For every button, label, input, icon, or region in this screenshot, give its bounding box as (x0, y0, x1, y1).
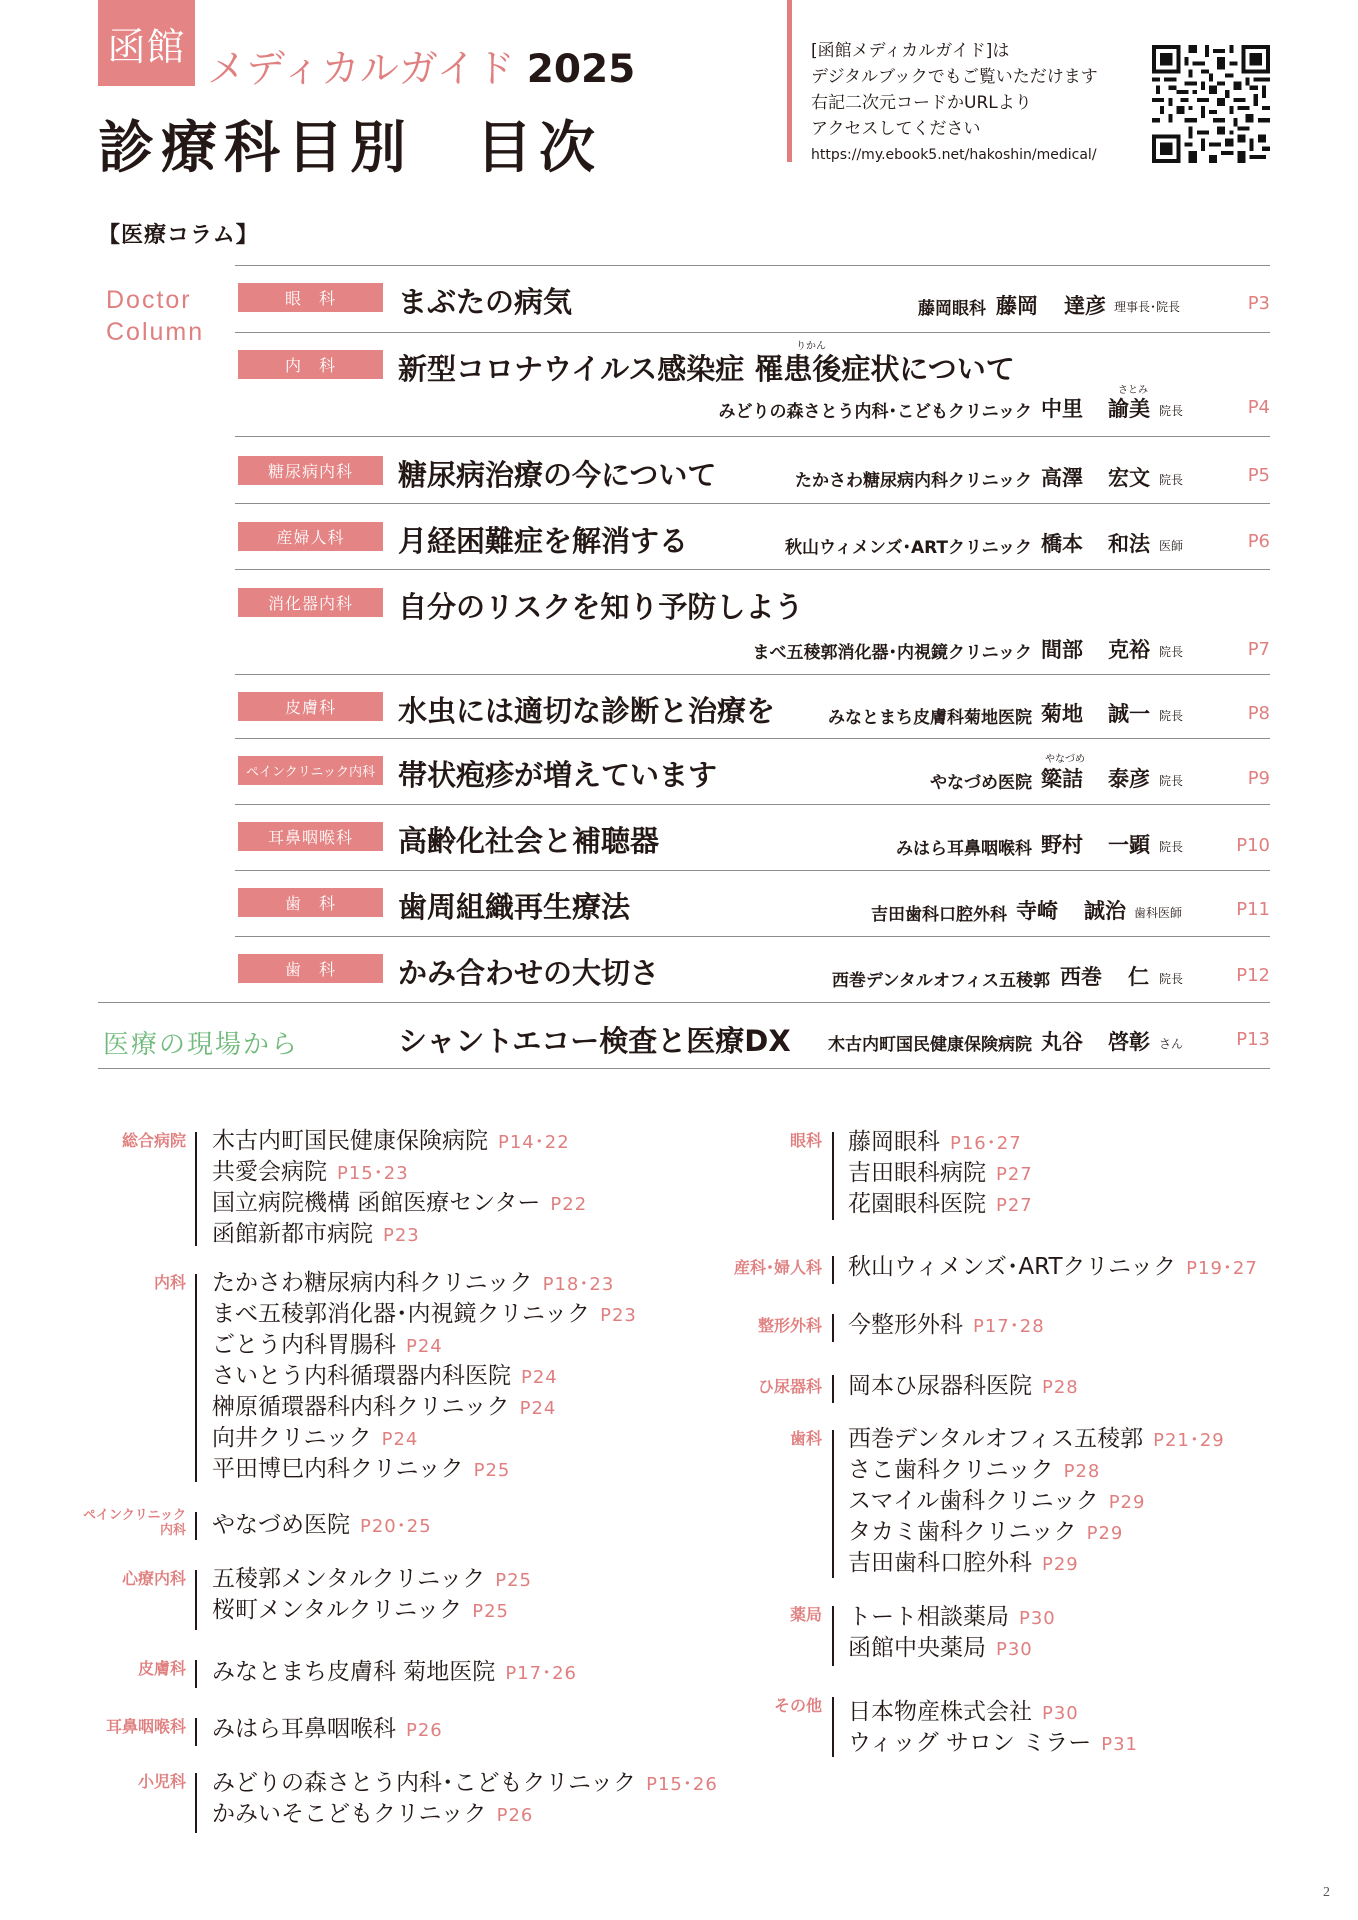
page-number: P12 (1236, 965, 1270, 986)
index-entry[interactable] (212, 1188, 587, 1220)
index-entry-name: 木古内町国民健康保険病院 (212, 1128, 488, 1154)
page-number: P9 (1247, 768, 1270, 789)
doctor-family-name: 橋本 (1041, 532, 1083, 556)
notice-line: [函館メディカルガイド]は (811, 41, 1010, 61)
doctor-given-name: 仁 (1128, 965, 1149, 989)
index-entry[interactable] (212, 1330, 443, 1362)
index-entry-pages: P25 (473, 1460, 511, 1481)
index-entry[interactable] (212, 1510, 432, 1542)
doctor-family-name: 寺崎 (1016, 899, 1058, 923)
index-entry[interactable] (848, 1633, 1033, 1665)
column-tag: 糖尿病内科 (238, 456, 383, 485)
doctor-role: 理事長･院長 (1114, 300, 1181, 314)
doctor-given-name: 誠治 (1084, 899, 1126, 923)
doctor-column-line: Doctor (106, 286, 192, 314)
index-entry-pages: P24 (519, 1398, 557, 1419)
page-number: P10 (1236, 835, 1270, 856)
index-bar (195, 1718, 197, 1746)
index-category: 産科･婦人科 (733, 1258, 822, 1277)
index-entry[interactable] (848, 1486, 1145, 1518)
index-entry-name: かみいそこどもクリニック (212, 1801, 487, 1827)
notice-line: アクセスしてください (811, 119, 981, 139)
doctor-family-name: 西巻 (1060, 965, 1102, 989)
brand-year: 2025 (526, 47, 636, 92)
index-bar (832, 1314, 834, 1342)
index-entry[interactable] (212, 1361, 558, 1393)
index-entry[interactable] (848, 1697, 1079, 1729)
brand-title (207, 38, 635, 94)
index-bar (832, 1256, 834, 1284)
doctor-family-name: 丸谷 (1041, 1030, 1083, 1054)
title-ruby: りかん (796, 341, 826, 352)
genba-label: 医療の現場から (103, 1030, 300, 1060)
index-entry[interactable] (848, 1371, 1079, 1403)
doctor-given-name: 誠一 (1108, 702, 1150, 726)
genba-title[interactable]: シャントエコー検査と医療DX (398, 1024, 791, 1058)
index-bar (832, 1697, 834, 1757)
column-title[interactable]: まぶたの病気 (398, 285, 573, 319)
index-entry-pages: P26 (496, 1805, 534, 1826)
index-bar (195, 1773, 197, 1833)
index-entry-name: 共愛会病院 (212, 1159, 327, 1185)
index-entry[interactable] (212, 1454, 510, 1486)
index-bar (832, 1375, 834, 1403)
divider (235, 265, 1270, 266)
column-institution: 西巻デンタルオフィス五稜郭 (831, 971, 1050, 991)
index-entry[interactable] (212, 1423, 418, 1455)
index-category (83, 1508, 186, 1538)
index-entry[interactable] (212, 1392, 556, 1424)
index-bar (195, 1512, 197, 1540)
column-title[interactable]: 水虫には適切な診断と治療を (398, 694, 776, 728)
divider (235, 569, 1270, 570)
qr-code-icon[interactable] (1152, 45, 1270, 163)
column-tag: 眼 科 (238, 283, 383, 312)
index-bar (195, 1274, 197, 1482)
divider (235, 332, 1270, 333)
doctor-family-name: 中里 (1041, 397, 1083, 421)
doctor-role: 院長 (1159, 774, 1184, 788)
index-entry-name: 向井クリニック (212, 1425, 372, 1451)
brand-name: メディカルガイド (207, 47, 515, 92)
index-entry[interactable] (848, 1158, 1033, 1190)
index-entry[interactable] (212, 1157, 409, 1189)
column-tag: 耳鼻咽喉科 (238, 822, 383, 851)
index-entry-name: 藤岡眼科 (848, 1129, 940, 1155)
doctor-family-name: 簗詰 (1041, 767, 1083, 791)
column-institution: みどりの森さとう内科･こどもクリニック (718, 402, 1032, 422)
index-entry[interactable] (212, 1768, 718, 1800)
page-folio: 2 (1323, 1885, 1330, 1900)
index-bar (832, 1430, 834, 1578)
column-institution: たかさわ糖尿病内科クリニック (795, 471, 1032, 491)
doctor-role: 院長 (1159, 840, 1184, 854)
index-entry[interactable] (848, 1602, 1056, 1634)
index-entry-pages: P28 (1042, 1377, 1079, 1398)
doctor-name-ruby: さとみ (1118, 385, 1148, 396)
index-entry-name: 花園眼科医院 (848, 1191, 986, 1217)
column-title[interactable]: かみ合わせの大切さ (398, 956, 660, 990)
index-entry-name: 秋山ウィメンズ･ARTクリニック (848, 1254, 1177, 1280)
doctor-given-name: 諭美 (1108, 397, 1150, 421)
index-category: 総合病院 (121, 1131, 186, 1150)
doctor-role: 院長 (1159, 473, 1184, 487)
index-entry-pages: P30 (1019, 1608, 1056, 1629)
column-tag: ペインクリニック内科 (238, 756, 383, 785)
index-entry-pages: P29 (1086, 1523, 1124, 1544)
index-entry[interactable] (848, 1728, 1138, 1760)
page-number: P11 (1236, 899, 1270, 920)
index-entry-pages: P28 (1063, 1461, 1101, 1482)
divider (235, 674, 1270, 675)
column-title[interactable]: 自分のリスクを知り予防しよう (398, 590, 804, 624)
doctor-role: 院長 (1159, 709, 1184, 723)
index-entry-name: 函館新都市病院 (212, 1221, 373, 1247)
doctor-given-name: 一顕 (1108, 833, 1150, 857)
column-title[interactable]: 歯周組織再生療法 (398, 890, 631, 924)
index-entry-name: 岡本ひ尿器科医院 (848, 1373, 1032, 1399)
index-entry-pages: P29 (1108, 1492, 1146, 1513)
index-category: その他 (773, 1696, 822, 1715)
index-entry-pages: P30 (996, 1639, 1033, 1660)
doctor-given-name: 泰彦 (1108, 767, 1150, 791)
index-entry-name: 平田博巳内科クリニック (212, 1456, 464, 1482)
index-entry[interactable] (212, 1595, 509, 1627)
index-entry[interactable] (848, 1455, 1100, 1487)
index-bar (195, 1132, 197, 1246)
doctor-family-name: 藤岡 (996, 294, 1038, 318)
doctor-role: 医師 (1159, 539, 1184, 553)
index-entry-pages: P24 (406, 1336, 443, 1357)
index-entry-name: 榊原循環器科内科クリニック (212, 1394, 510, 1420)
index-category: 眼科 (789, 1131, 822, 1150)
index-entry[interactable] (212, 1299, 637, 1331)
index-entry-pages: P14･22 (498, 1132, 570, 1153)
notice-line: 右記二次元コードかURLより (811, 93, 1032, 113)
column-institution: 吉田歯科口腔外科 (871, 905, 1007, 925)
ebook-url-link[interactable]: https://my.ebook5.net/hakoshin/medical/ (811, 147, 1097, 163)
logo-box: 函館 (98, 0, 195, 86)
index-entry-pages: P15･26 (646, 1774, 718, 1795)
doctor-role: 院長 (1159, 645, 1184, 659)
page-number: P3 (1247, 293, 1270, 314)
index-entry-pages: P23 (600, 1305, 637, 1326)
index-category-line: ペインクリニック (83, 1508, 186, 1523)
index-bar (195, 1660, 197, 1688)
index-entry-name: 桜町メンタルクリニック (212, 1597, 463, 1623)
index-entry[interactable] (848, 1310, 1045, 1342)
index-entry-pages: P27 (996, 1195, 1033, 1216)
divider (235, 436, 1270, 437)
page-title: 診療科目別 目次 (98, 116, 602, 181)
index-entry-pages: P24 (381, 1429, 419, 1450)
genba-institution: 木古内町国民健康保険病院 (828, 1035, 1032, 1055)
header-divider (787, 0, 792, 162)
index-entry-name: 吉田歯科口腔外科 (848, 1550, 1032, 1576)
index-entry[interactable] (848, 1252, 1258, 1284)
index-entry-pages: P23 (383, 1225, 420, 1246)
index-entry[interactable] (212, 1219, 420, 1251)
doctor-family-name: 高澤 (1041, 466, 1083, 490)
index-entry-name: 西巻デンタルオフィス五稜郭 (848, 1426, 1144, 1452)
index-entry-pages: P26 (406, 1720, 443, 1741)
index-entry-pages: P15･23 (337, 1163, 409, 1184)
index-category: 心療内科 (121, 1569, 186, 1588)
index-entry-pages: P17･28 (973, 1316, 1045, 1337)
doctor-role: 院長 (1159, 972, 1184, 986)
index-entry-name: スマイル歯科クリニック (848, 1488, 1099, 1514)
column-section-heading: 【医療コラム】 (98, 223, 259, 248)
column-tag: 産婦人科 (238, 522, 383, 551)
index-entry-pages: P16･27 (950, 1133, 1022, 1154)
doctor-given-name: 和法 (1108, 532, 1150, 556)
doctor-given-name: 宏文 (1108, 466, 1150, 490)
index-category: 整形外科 (757, 1316, 822, 1335)
index-entry-name: トート相談薬局 (848, 1604, 1009, 1630)
index-entry-pages: P20･25 (360, 1516, 432, 1537)
column-tag: 皮膚科 (238, 692, 383, 721)
index-entry[interactable] (848, 1424, 1225, 1456)
doctor-family-name: 菊地 (1041, 702, 1083, 726)
doctor-given-name: 克裕 (1108, 638, 1150, 662)
index-category: 歯科 (789, 1429, 822, 1448)
index-entry[interactable] (212, 1657, 577, 1689)
index-entry-name: たかさわ糖尿病内科クリニック (212, 1270, 533, 1296)
doctor-given-name: 達彦 (1064, 294, 1106, 318)
index-entry-pages: P30 (1042, 1703, 1079, 1724)
index-entry-pages: P24 (521, 1367, 558, 1388)
index-entry-name: やなづめ医院 (212, 1512, 350, 1538)
index-entry-name: 吉田眼科病院 (848, 1160, 986, 1186)
column-institution: 秋山ウィメンズ･ARTクリニック (784, 538, 1032, 558)
divider (235, 738, 1270, 739)
index-entry-name: 今整形外科 (848, 1312, 963, 1338)
index-entry-name: 日本物産株式会社 (848, 1699, 1032, 1725)
index-entry[interactable] (848, 1127, 1022, 1159)
index-category: 皮膚科 (137, 1659, 186, 1678)
column-title[interactable]: 月経困難症を解消する (398, 524, 689, 558)
index-entry-name: 五稜郭メンタルクリニック (212, 1566, 486, 1592)
column-institution: 藤岡眼科 (918, 299, 986, 319)
column-institution: まべ五稜郭消化器･内視鏡クリニック (752, 643, 1032, 663)
index-entry-pages: P27 (996, 1164, 1033, 1185)
doctor-column-line: Column (106, 318, 205, 346)
index-entry-name: みなとまち皮膚科 菊地医院 (212, 1659, 496, 1685)
page-number: P6 (1247, 531, 1270, 552)
index-category: 小児科 (137, 1772, 186, 1791)
index-entry-pages: P21･29 (1153, 1430, 1225, 1451)
index-bar (195, 1570, 197, 1630)
column-institution: やなづめ医院 (930, 773, 1032, 793)
divider (98, 1068, 1270, 1069)
index-entry[interactable] (212, 1126, 570, 1158)
index-entry-name: 函館中央薬局 (848, 1635, 986, 1661)
index-category-line: 内科 (159, 1523, 186, 1538)
index-entry-name: タカミ歯科クリニック (848, 1519, 1077, 1545)
doctor-family-name: 間部 (1041, 638, 1083, 662)
digital-book-notice (811, 38, 1098, 142)
column-title[interactable]: 新型コロナウイルス感染症 罹患後症状について (398, 352, 1015, 386)
index-entry-name: さこ歯科クリニック (848, 1457, 1054, 1483)
doctor-column-label (106, 284, 204, 348)
index-entry-name: 国立病院機構 函館医療センター (212, 1190, 541, 1216)
index-entry-name: ごとう内科胃腸科 (212, 1332, 396, 1358)
column-institution: みなとまち皮膚科菊地医院 (828, 708, 1032, 728)
index-entry[interactable] (212, 1268, 614, 1300)
index-entry[interactable] (212, 1564, 532, 1596)
page-number: P8 (1247, 703, 1270, 724)
divider (235, 804, 1270, 805)
index-entry-name: みはら耳鼻咽喉科 (212, 1716, 396, 1742)
doctor-name-ruby: やなづめ (1045, 754, 1085, 765)
column-title[interactable]: 糖尿病治療の今について (398, 458, 717, 492)
index-entry[interactable] (212, 1799, 533, 1831)
index-entry-pages: P18･23 (542, 1274, 615, 1295)
doctor-given-name: 啓彰 (1108, 1030, 1150, 1054)
notice-line: デジタルブックでもご覧いただけます (811, 67, 1098, 87)
index-category: 内科 (153, 1273, 186, 1292)
index-entry[interactable] (212, 1714, 443, 1746)
index-entry-pages: P31 (1101, 1734, 1139, 1755)
doctor-family-name: 野村 (1041, 833, 1083, 857)
doctor-role: 院長 (1159, 404, 1184, 418)
index-entry-pages: P25 (472, 1601, 510, 1622)
index-entry-pages: P25 (495, 1570, 533, 1591)
page-number: P13 (1236, 1029, 1270, 1050)
divider (98, 1002, 1270, 1003)
index-category: ひ尿器科 (757, 1377, 822, 1396)
column-tag: 歯 科 (238, 888, 383, 917)
column-tag: 消化器内科 (238, 588, 383, 617)
column-title[interactable]: 高齢化社会と補聴器 (398, 824, 660, 858)
index-entry-name: まべ五稜郭消化器･内視鏡クリニック (212, 1301, 591, 1327)
divider (235, 936, 1270, 937)
index-entry-pages: P19･27 (1186, 1258, 1258, 1279)
index-entry-pages: P29 (1042, 1554, 1079, 1575)
column-tag: 内 科 (238, 350, 383, 379)
page-number: P7 (1247, 639, 1270, 660)
index-bar (832, 1132, 834, 1220)
index-entry-pages: P22 (550, 1194, 588, 1215)
index-bar (832, 1606, 834, 1666)
column-tag: 歯 科 (238, 954, 383, 983)
index-entry[interactable] (848, 1517, 1123, 1549)
doctor-role: 歯科医師 (1134, 906, 1183, 920)
page-number: P5 (1247, 465, 1270, 486)
divider (235, 870, 1270, 871)
page-number: P4 (1247, 397, 1270, 418)
index-category: 薬局 (789, 1605, 822, 1624)
index-entry-name: ウィッグ サロン ミラー (848, 1730, 1092, 1756)
index-entry[interactable] (848, 1548, 1079, 1580)
column-institution: みはら耳鼻咽喉科 (896, 839, 1032, 859)
index-category: 耳鼻咽喉科 (105, 1717, 186, 1736)
index-entry[interactable] (848, 1189, 1033, 1221)
index-entry-name: みどりの森さとう内科･こどもクリニック (212, 1770, 637, 1796)
index-entry-name: さいとう内科循環器内科医院 (212, 1363, 511, 1389)
column-title[interactable]: 帯状疱疹が増えています (398, 758, 718, 792)
divider (235, 503, 1270, 504)
doctor-role: さん (1159, 1037, 1184, 1051)
index-entry-pages: P17･26 (505, 1663, 577, 1684)
